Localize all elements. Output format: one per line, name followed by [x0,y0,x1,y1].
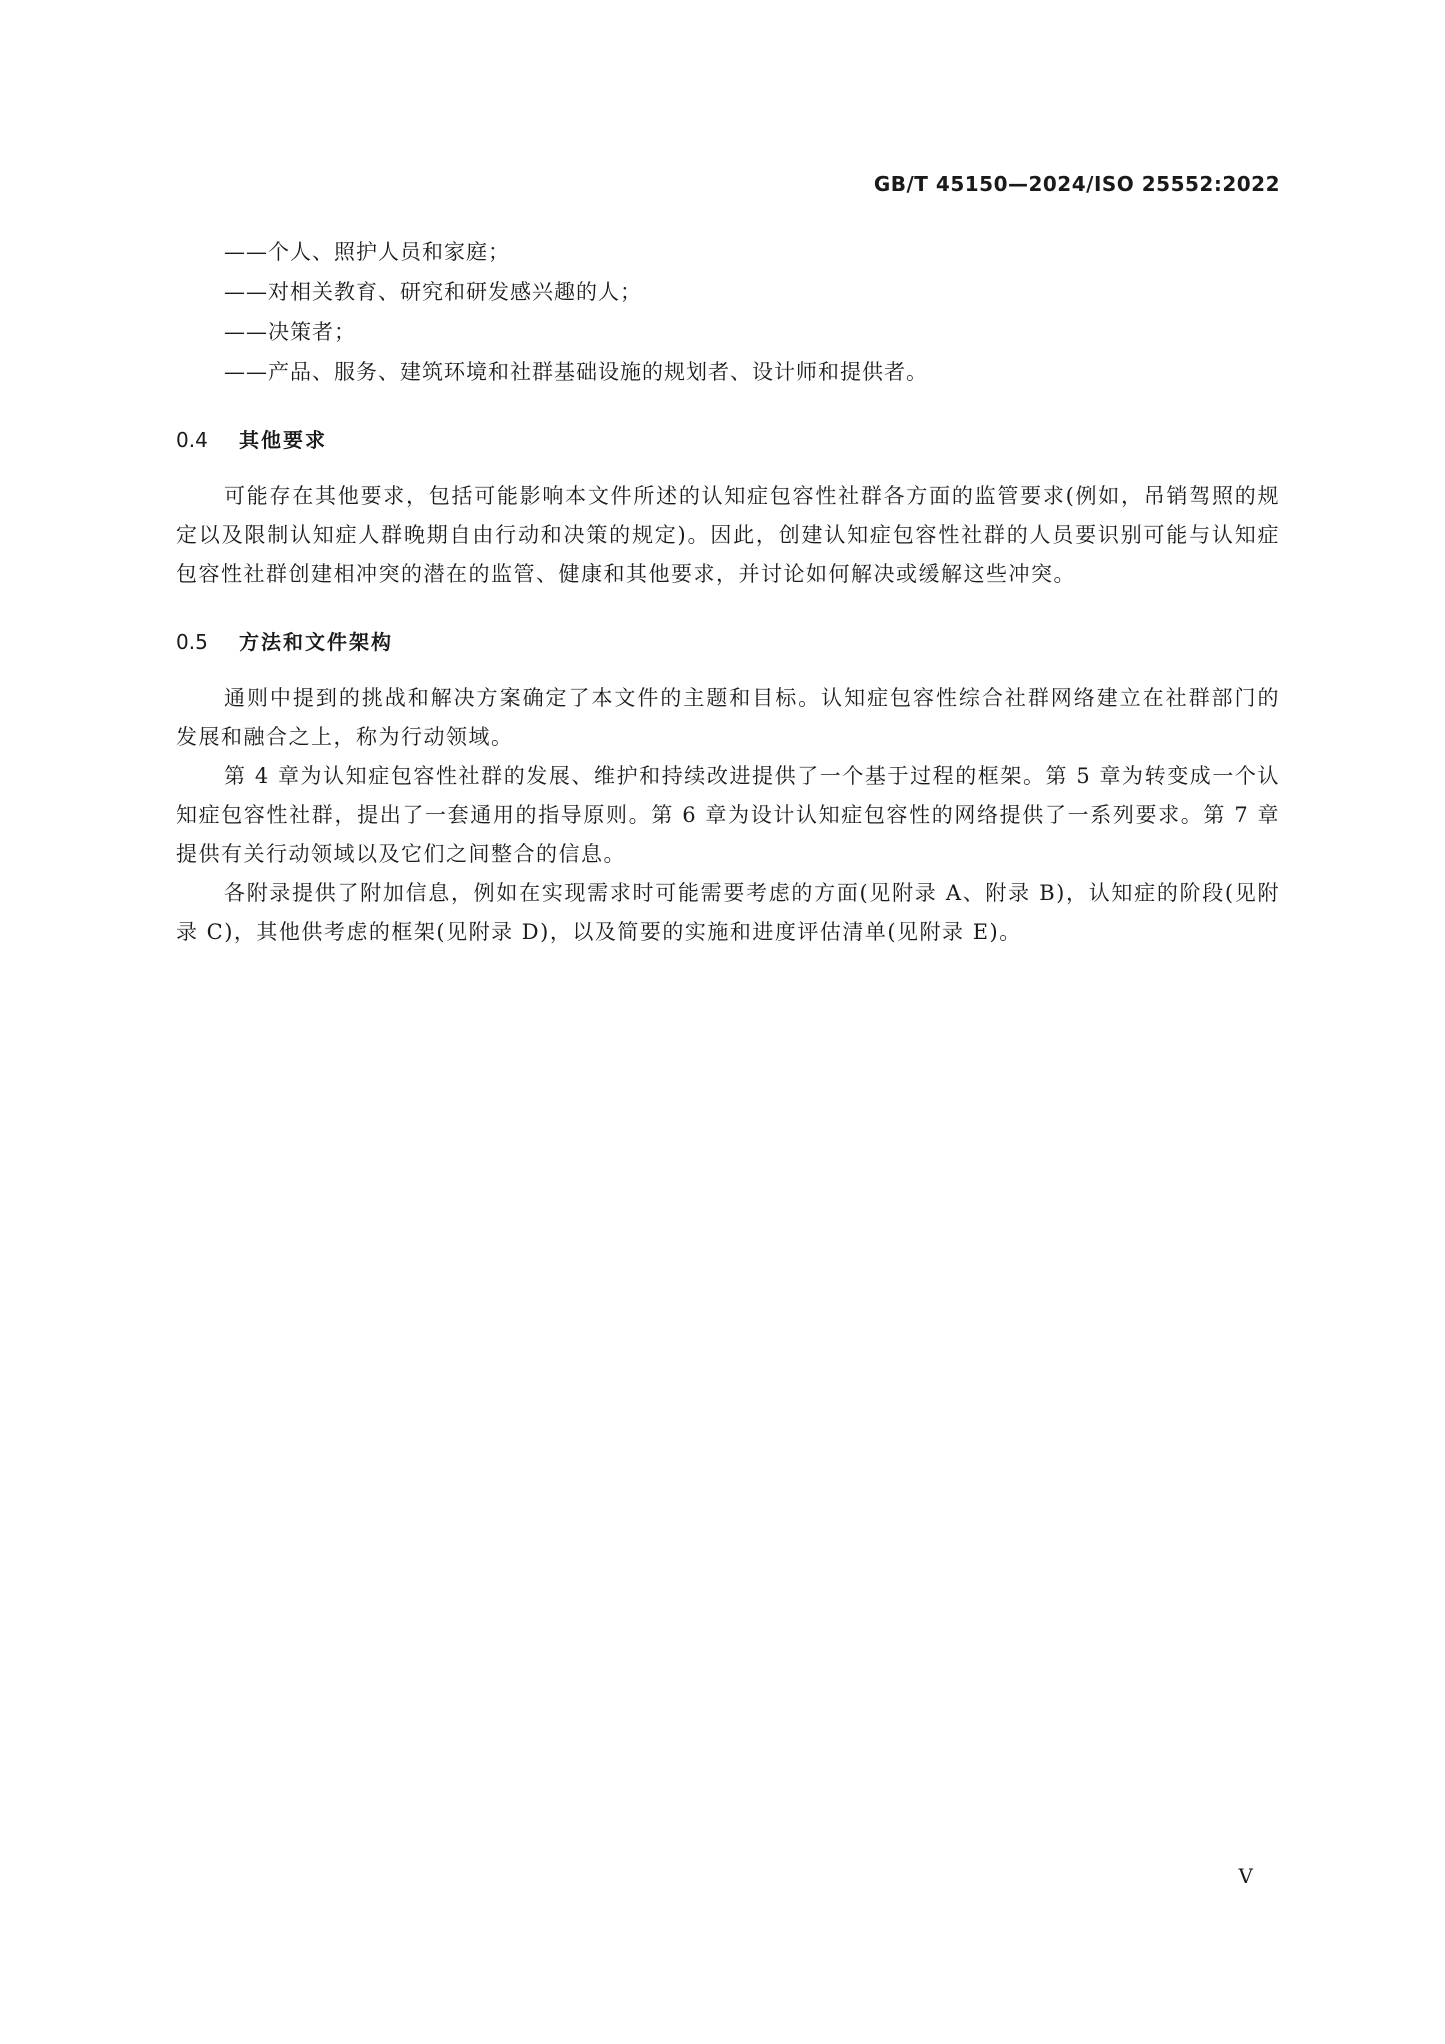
paragraph: 第 4 章为认知症包容性社群的发展、维护和持续改进提供了一个基于过程的框架。第 5 章为转变成一个认知症包容性社群，提出了一套通用的指导原则。第 6 章为设计认知症包容性的网络提供了一系列要求。第 7 章提供有关行动领域以及它们之间整合的信息。 [176,764,1280,866]
page-number: V [1238,1864,1253,1888]
section-title: 方法和文件架构 [238,630,393,654]
audience-list [176,232,1280,392]
page-content [176,232,1280,952]
section-heading-0-4 [176,424,1280,453]
list-item: ——个人、照护人员和家庭； [224,240,510,264]
list-item: ——产品、服务、建筑环境和社群基础设施的规划者、设计师和提供者。 [224,360,928,384]
section-number: 0.5 [176,630,208,654]
paragraph: 通则中提到的挑战和解决方案确定了本文件的主题和目标。认知症包容性综合社群网络建立在社群部门的发展和融合之上，称为行动领域。 [176,686,1280,749]
list-item: ——决策者； [224,320,356,344]
section-heading-0-5 [176,626,1280,655]
section-number: 0.4 [176,428,208,452]
document-code: GB/T 45150—2024/ISO 25552:2022 [873,172,1280,196]
section-body-0-4 [176,477,1280,594]
section-title: 其他要求 [238,428,327,452]
paragraph: 各附录提供了附加信息，例如在实现需求时可能需要考虑的方面(见附录 A、附录 B)，认知症的阶段(见附录 C)，其他供考虑的框架(见附录 D)，以及简要的实施和进度评估清单(见附录 E)。 [176,881,1280,944]
paragraph: 可能存在其他要求，包括可能影响本文件所述的认知症包容性社群各方面的监管要求(例如，吊销驾照的规定以及限制认知症人群晚期自由行动和决策的规定)。因此，创建认知症包容性社群的人员要识别可能与认知症包容性社群创建相冲突的潜在的监管、健康和其他要求，并讨论如何解决或缓解这些冲突。 [176,484,1280,586]
section-body-0-5 [176,679,1280,952]
list-item: ——对相关教育、研究和研发感兴趣的人； [224,280,642,304]
